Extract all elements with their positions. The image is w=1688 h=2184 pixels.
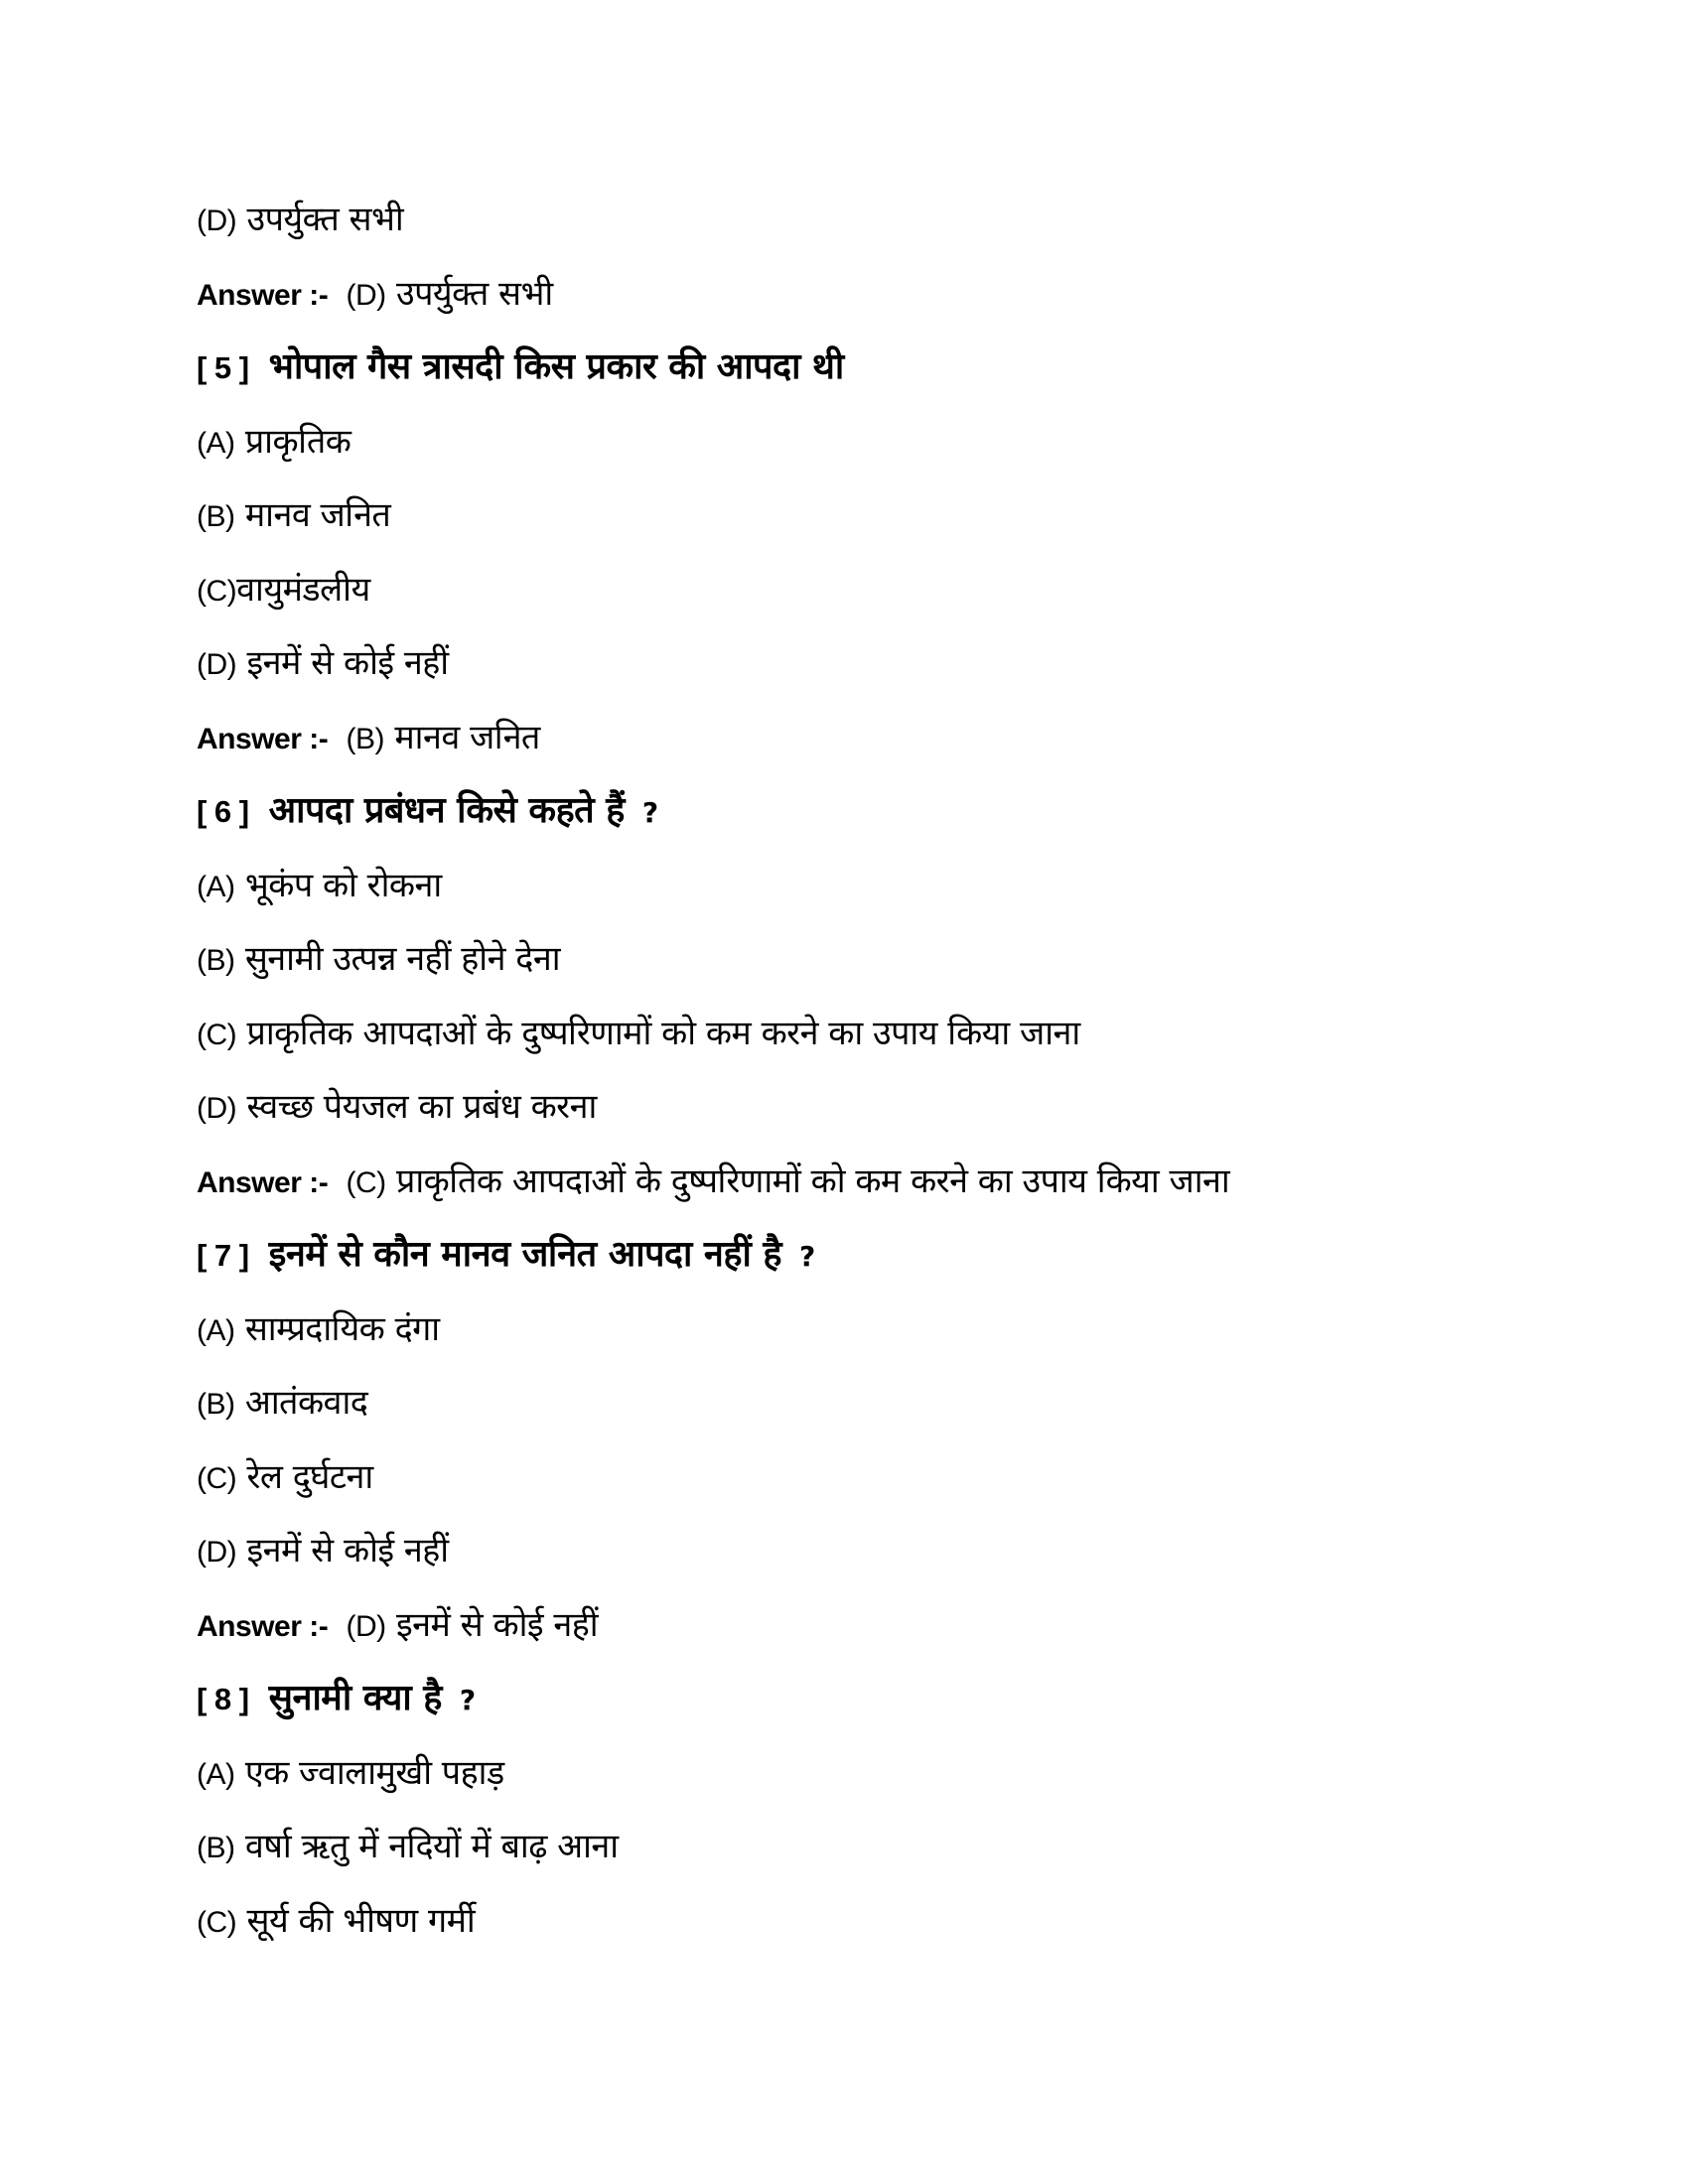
question-mark: ? — [641, 796, 658, 829]
option-b — [197, 1822, 1527, 1896]
answer-text: उपर्युक्त सभी — [395, 273, 553, 314]
question-number: [ 6 ] — [197, 794, 249, 829]
option-b — [197, 934, 1527, 1009]
option-label: (D) — [197, 1536, 237, 1569]
option-text: एक ज्वालामुखी पहाड़ — [244, 1752, 504, 1793]
question-text: सुनामी क्या है — [268, 1678, 442, 1718]
question-text: आपदा प्रबंधन किसे कहते हैं — [268, 790, 625, 831]
option-label: (A) — [197, 1757, 235, 1791]
option-text: सुनामी उत्पन्न नहीं होने देना — [244, 939, 561, 979]
question-mark: ? — [459, 1684, 476, 1716]
answer-text: मानव जनित — [394, 717, 540, 757]
question-5 — [197, 342, 1527, 417]
answer-prefix: Answer :- — [197, 1165, 329, 1199]
option-label: (A) — [197, 426, 235, 460]
answer-prefix: Answer :- — [197, 722, 329, 755]
option-a — [197, 861, 1527, 935]
answer-label: (B) — [346, 722, 384, 755]
option-c — [197, 1009, 1527, 1083]
option-label: (C) — [197, 1461, 237, 1495]
answer-text: इनमें से कोई नहीं — [395, 1604, 599, 1645]
option-text: भूकंप को रोकना — [244, 865, 442, 905]
answer-label: (C) — [346, 1165, 386, 1199]
option-text: रेल दुर्घटना — [246, 1456, 373, 1497]
question-6 — [197, 786, 1527, 861]
option-text: मानव जनित — [244, 495, 391, 535]
option-label: (C) — [197, 1018, 237, 1051]
question-number: [ 7 ] — [197, 1238, 249, 1273]
option-a — [197, 1748, 1527, 1823]
answer-prefix: Answer :- — [197, 1609, 329, 1643]
option-d — [197, 1526, 1527, 1600]
option-c — [197, 1452, 1527, 1527]
option-text: सूर्य की भीषण गर्मी — [246, 1900, 476, 1941]
question-number: [ 5 ] — [197, 350, 249, 385]
option-d — [197, 638, 1527, 713]
option-text: साम्प्रदायिक दंगा — [244, 1308, 440, 1349]
question-8 — [197, 1674, 1527, 1748]
question-7 — [197, 1230, 1527, 1304]
option-text: वायुमंडलीय — [236, 569, 370, 610]
option-text: इनमें से कोई नहीं — [246, 643, 449, 683]
answer-prefix: Answer :- — [197, 278, 329, 312]
option-label: (A) — [197, 1313, 235, 1347]
option-a — [197, 417, 1527, 491]
question-number: [ 8 ] — [197, 1682, 249, 1716]
option-text: स्वच्छ पेयजल का प्रबंध करना — [246, 1087, 597, 1127]
option-d — [197, 1082, 1527, 1157]
option-c — [197, 565, 1527, 639]
option-label: (C) — [197, 574, 237, 608]
option-label: (B) — [197, 1832, 235, 1864]
option-text: इनमें से कोई नहीं — [246, 1531, 449, 1570]
question-mark: ? — [799, 1240, 815, 1273]
option-label: (B) — [197, 500, 235, 533]
option-label: (A) — [197, 870, 235, 903]
question-text: भोपाल गैस त्रासदी किस प्रकार की आपदा थी — [268, 346, 844, 387]
option-label: (C) — [197, 1905, 237, 1939]
document-page — [197, 195, 1527, 1970]
option-a — [197, 1304, 1527, 1379]
option-text: आतंकवाद — [244, 1383, 368, 1423]
option-c — [197, 1896, 1527, 1971]
option-label: (D) — [197, 648, 237, 681]
option-label: (B) — [197, 944, 235, 977]
option-text: वर्षा ऋतु में नदियों में बाढ़ आना — [244, 1827, 619, 1866]
answer-text: प्राकृतिक आपदाओं के दुष्परिणामों को कम करने का उपाय किया जाना — [395, 1160, 1230, 1201]
option-label: (B) — [197, 1388, 235, 1421]
answer-line — [197, 1157, 1527, 1231]
option-text: प्राकृतिक — [244, 421, 352, 462]
answer-label: (D) — [346, 1609, 386, 1643]
option-text: उपर्युक्त सभी — [246, 200, 404, 239]
option-b — [197, 1378, 1527, 1452]
question-text: इनमें से कौन मानव जनित आपदा नहीं है — [268, 1234, 781, 1275]
option-d — [197, 195, 1527, 269]
answer-line — [197, 1600, 1527, 1675]
option-text: प्राकृतिक आपदाओं के दुष्परिणामों को कम करने का उपाय किया जाना — [246, 1013, 1080, 1053]
option-b — [197, 490, 1527, 565]
option-label: (D) — [197, 1092, 237, 1125]
answer-line — [197, 269, 1527, 343]
answer-line — [197, 713, 1527, 787]
option-label: (D) — [197, 205, 237, 237]
answer-label: (D) — [346, 278, 386, 312]
